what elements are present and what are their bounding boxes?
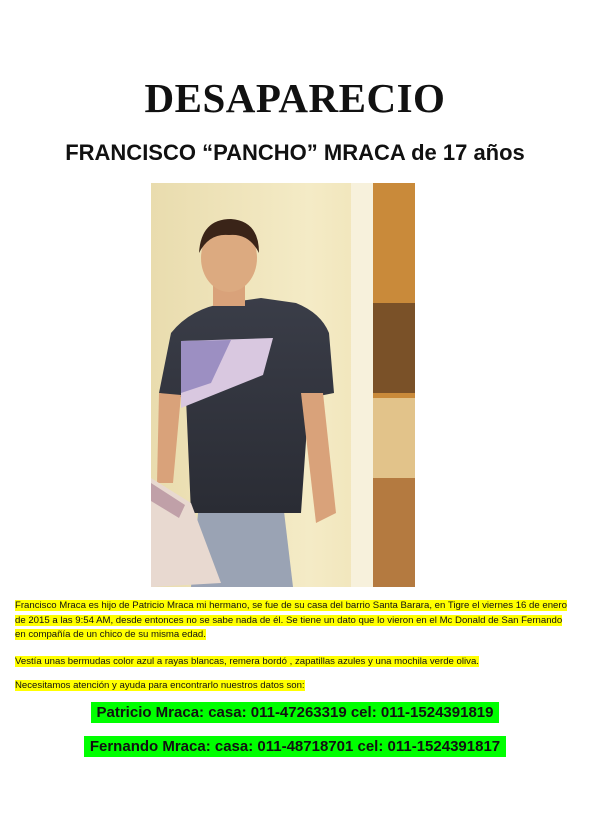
contact-patricio: Patricio Mraca: casa: 011-47263319 cel: 011-1524391819 [0, 704, 590, 721]
clothing-paragraph: Vestía unas bermudas color azul a rayas blancas, remera bordó , zapatillas azules y una mochila verde oliva. [15, 656, 479, 667]
missing-person-photo [151, 183, 415, 587]
contact-fernando: Fernando Mraca: casa: 011-48718701 cel: 011-1524391817 [0, 738, 590, 755]
poster-subtitle: FRANCISCO “PANCHO” MRACA de 17 años [65, 140, 525, 165]
poster-title: DESAPARECIO [144, 75, 446, 121]
help-request-paragraph: Necesitamos atención y ayuda para encontrarlo nuestros datos son: [15, 680, 305, 691]
description-paragraph: Francisco Mraca es hijo de Patricio Mraca mi hermano, se fue de su casa del barrio Santa Barara, en Tigre el viernes 16 de enero de 2015 a las 9:54 AM, desde entonces no se sabe nada de él. Se tiene un dato que lo vieron en el Mc Donald de San Fernando en compañía de un chico de su misma edad. [15, 600, 567, 640]
